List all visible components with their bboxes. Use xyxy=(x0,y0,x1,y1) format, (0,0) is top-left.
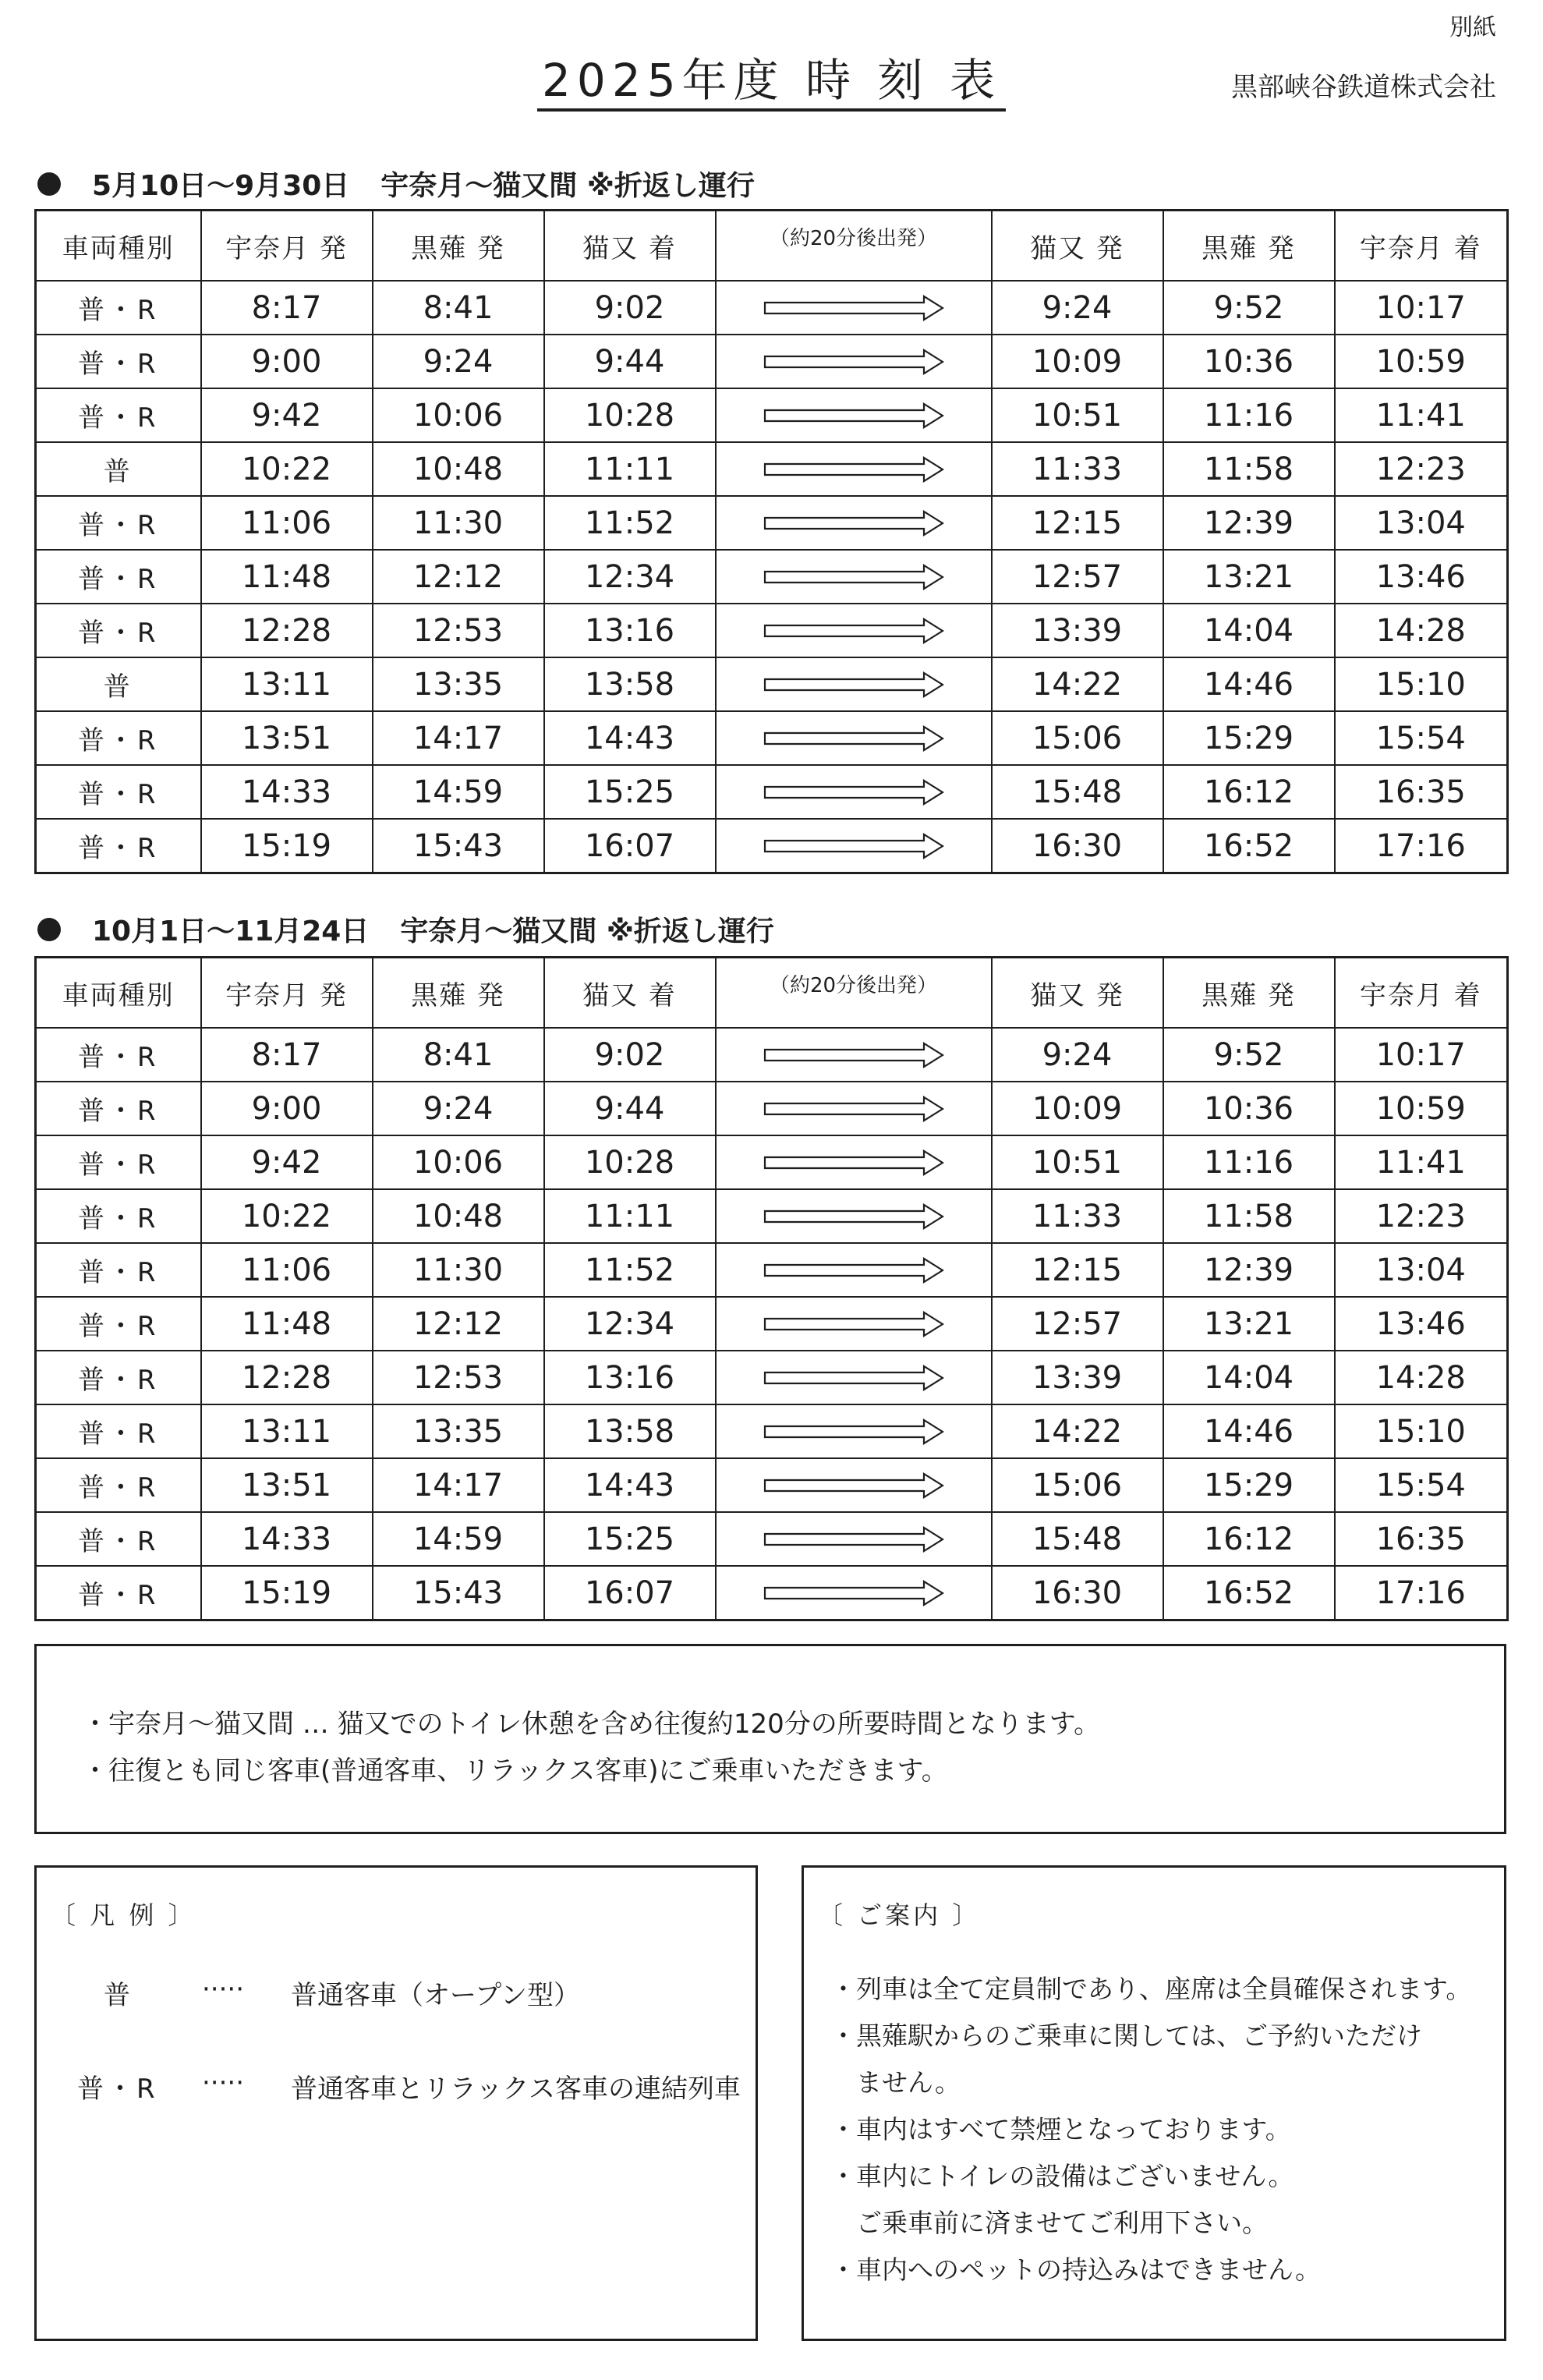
table-row xyxy=(36,604,1508,657)
arrow-cell xyxy=(716,1458,992,1512)
time-cell: 14:43 xyxy=(544,711,716,765)
outline-right-arrow-icon xyxy=(763,1203,944,1230)
time-cell: 9:24 xyxy=(992,281,1163,335)
time-cell: 10:59 xyxy=(1335,335,1508,388)
outline-right-arrow-icon xyxy=(763,1580,944,1606)
arrow-cell xyxy=(716,1351,992,1404)
vehicle-type-cell: 普・R xyxy=(36,550,201,604)
outline-right-arrow-icon xyxy=(763,510,944,537)
time-cell: 9:02 xyxy=(544,281,716,335)
time-cell: 13:35 xyxy=(373,657,544,711)
time-cell: 15:48 xyxy=(992,765,1163,819)
time-cell: 11:16 xyxy=(1163,388,1335,442)
time-cell: 14:28 xyxy=(1335,604,1508,657)
time-cell: 13:39 xyxy=(992,1351,1163,1404)
table-row xyxy=(36,496,1508,550)
table-row xyxy=(36,1082,1508,1135)
arrow-cell xyxy=(716,765,992,819)
time-cell: 15:43 xyxy=(373,819,544,873)
time-cell: 9:24 xyxy=(373,335,544,388)
vehicle-type-cell: 普・R xyxy=(36,1028,201,1082)
column-header: 黒薙 発 xyxy=(1163,958,1335,1029)
arrow-cell xyxy=(716,1243,992,1297)
time-cell: 12:28 xyxy=(201,1351,373,1404)
info-line: ・黒薙駅からのご乗車に関しては、ご予約いただけ xyxy=(830,2021,1422,2051)
column-header: 猫又 発 xyxy=(992,958,1163,1029)
time-cell: 13:11 xyxy=(201,1404,373,1458)
time-cell: 12:15 xyxy=(992,1243,1163,1297)
column-header: 黒薙 発 xyxy=(373,958,544,1029)
time-cell: 14:17 xyxy=(373,711,544,765)
time-cell: 15:54 xyxy=(1335,711,1508,765)
time-cell: 15:29 xyxy=(1163,1458,1335,1512)
info-line: ・車内へのペットの持込みはできません。 xyxy=(830,2254,1321,2285)
notes-box xyxy=(34,1644,1506,1834)
time-cell: 11:48 xyxy=(201,550,373,604)
time-cell: 9:24 xyxy=(992,1028,1163,1082)
time-cell: 11:33 xyxy=(992,1189,1163,1243)
vehicle-type-cell: 普 xyxy=(36,657,201,711)
time-cell: 14:46 xyxy=(1163,1404,1335,1458)
time-cell: 9:42 xyxy=(201,388,373,442)
vehicle-type-cell: 普・R xyxy=(36,388,201,442)
vehicle-type-cell: 普・R xyxy=(36,819,201,873)
outline-right-arrow-icon xyxy=(763,402,944,429)
time-cell: 17:16 xyxy=(1335,1566,1508,1620)
info-title: 〔 ご案内 〕 xyxy=(818,1900,981,1930)
header-row xyxy=(36,211,1508,282)
arrow-cell xyxy=(716,388,992,442)
time-cell: 13:16 xyxy=(544,1351,716,1404)
arrow-cell xyxy=(716,819,992,873)
note-line: ・宇奈月～猫又間 … 猫又でのトイレ休憩を含め往復約120分の所要時間となります。 xyxy=(82,1709,1101,1740)
section-route: 宇奈月～猫又間 ※折返し運行 xyxy=(400,916,774,947)
arrow-cell xyxy=(716,1135,992,1189)
outline-right-arrow-icon xyxy=(763,456,944,483)
time-cell: 11:16 xyxy=(1163,1135,1335,1189)
legend-box xyxy=(34,1865,758,2341)
section-period: 10月1日～11月24日 xyxy=(92,916,370,947)
time-cell: 14:46 xyxy=(1163,657,1335,711)
time-cell: 9:44 xyxy=(544,335,716,388)
black-circle-bullet-icon xyxy=(37,918,61,941)
time-cell: 10:51 xyxy=(992,1135,1163,1189)
page-title: 2025年度 時 刻 表 xyxy=(0,44,1543,109)
company-name: 黒部峡谷鉄道株式会社 xyxy=(1231,72,1496,103)
vehicle-type-cell: 普・R xyxy=(36,765,201,819)
time-cell: 11:58 xyxy=(1163,442,1335,496)
outline-right-arrow-icon xyxy=(763,1311,944,1337)
time-cell: 10:22 xyxy=(201,1189,373,1243)
time-cell: 14:59 xyxy=(373,1512,544,1566)
table-row xyxy=(36,388,1508,442)
column-header: 宇奈月 着 xyxy=(1335,211,1508,282)
time-cell: 8:17 xyxy=(201,281,373,335)
time-cell: 8:17 xyxy=(201,1028,373,1082)
time-cell: 11:30 xyxy=(373,1243,544,1297)
time-cell: 12:53 xyxy=(373,604,544,657)
column-header: 黒薙 発 xyxy=(1163,211,1335,282)
vehicle-type-cell: 普・R xyxy=(36,281,201,335)
time-cell: 13:39 xyxy=(992,604,1163,657)
arrow-cell xyxy=(716,604,992,657)
vehicle-type-cell: 普・R xyxy=(36,1566,201,1620)
time-cell: 15:06 xyxy=(992,1458,1163,1512)
time-cell: 12:34 xyxy=(544,1297,716,1351)
time-cell: 9:52 xyxy=(1163,1028,1335,1082)
time-cell: 15:25 xyxy=(544,765,716,819)
time-cell: 13:21 xyxy=(1163,1297,1335,1351)
time-cell: 14:33 xyxy=(201,765,373,819)
time-cell: 13:51 xyxy=(201,1458,373,1512)
time-cell: 15:10 xyxy=(1335,1404,1508,1458)
timetable-1 xyxy=(34,209,1509,874)
timetable-2 xyxy=(34,956,1509,1621)
time-cell: 10:28 xyxy=(544,1135,716,1189)
column-header: 宇奈月 発 xyxy=(201,958,373,1029)
table-row xyxy=(36,550,1508,604)
arrow-cell xyxy=(716,657,992,711)
vehicle-type-cell: 普・R xyxy=(36,1297,201,1351)
outline-right-arrow-icon xyxy=(763,295,944,321)
vehicle-type-cell: 普・R xyxy=(36,1082,201,1135)
column-header: （約20分後出発） xyxy=(716,958,992,1029)
time-cell: 12:39 xyxy=(1163,1243,1335,1297)
time-cell: 17:16 xyxy=(1335,819,1508,873)
time-cell: 10:17 xyxy=(1335,281,1508,335)
time-cell: 15:25 xyxy=(544,1512,716,1566)
time-cell: 14:17 xyxy=(373,1458,544,1512)
column-header: 黒薙 発 xyxy=(373,211,544,282)
time-cell: 11:58 xyxy=(1163,1189,1335,1243)
table-row xyxy=(36,1351,1508,1404)
time-cell: 16:12 xyxy=(1163,765,1335,819)
outline-right-arrow-icon xyxy=(763,725,944,752)
time-cell: 12:23 xyxy=(1335,442,1508,496)
table-row xyxy=(36,657,1508,711)
time-cell: 13:04 xyxy=(1335,496,1508,550)
arrow-cell xyxy=(716,711,992,765)
time-cell: 13:11 xyxy=(201,657,373,711)
vehicle-type-cell: 普・R xyxy=(36,1512,201,1566)
arrow-cell xyxy=(716,1404,992,1458)
section-1-heading xyxy=(37,164,755,204)
info-box xyxy=(802,1865,1506,2341)
time-cell: 14:04 xyxy=(1163,1351,1335,1404)
legend-title: 〔 凡 例 〕 xyxy=(51,1900,196,1930)
table-row xyxy=(36,1189,1508,1243)
info-line: ご乗車前に済ませてご利用下さい。 xyxy=(830,2208,1268,2238)
info-line: ・車内はすべて禁煙となっております。 xyxy=(830,2114,1291,2144)
section-period: 5月10日～9月30日 xyxy=(92,170,350,202)
outline-right-arrow-icon xyxy=(763,618,944,644)
outline-right-arrow-icon xyxy=(763,671,944,698)
time-cell: 12:12 xyxy=(373,1297,544,1351)
arrow-cell xyxy=(716,496,992,550)
time-cell: 16:52 xyxy=(1163,1566,1335,1620)
column-header: （約20分後出発） xyxy=(716,211,992,282)
legend-description: 普通客車（オープン型） xyxy=(291,1980,580,2011)
time-cell: 15:06 xyxy=(992,711,1163,765)
vehicle-type-cell: 普・R xyxy=(36,1404,201,1458)
arrow-cell xyxy=(716,442,992,496)
outline-right-arrow-icon xyxy=(763,1149,944,1176)
vehicle-type-cell: 普 xyxy=(36,442,201,496)
time-cell: 9:24 xyxy=(373,1082,544,1135)
time-cell: 15:10 xyxy=(1335,657,1508,711)
time-cell: 10:51 xyxy=(992,388,1163,442)
time-cell: 13:04 xyxy=(1335,1243,1508,1297)
time-cell: 16:12 xyxy=(1163,1512,1335,1566)
time-cell: 9:44 xyxy=(544,1082,716,1135)
table-row xyxy=(36,1028,1508,1082)
time-cell: 15:54 xyxy=(1335,1458,1508,1512)
time-cell: 13:46 xyxy=(1335,1297,1508,1351)
column-header: 猫又 着 xyxy=(544,958,716,1029)
legend-symbol: 普・R xyxy=(77,2074,158,2105)
note-line: ・往復とも同じ客車(普通客車、リラックス客車)にご乗車いただきます。 xyxy=(82,1755,948,1787)
legend-dots: ····· xyxy=(202,2067,245,2098)
attachment-label: 別紙 xyxy=(1449,14,1496,41)
table-row xyxy=(36,1404,1508,1458)
time-cell: 10:28 xyxy=(544,388,716,442)
time-cell: 16:07 xyxy=(544,819,716,873)
outline-right-arrow-icon xyxy=(763,564,944,590)
vehicle-type-cell: 普・R xyxy=(36,1135,201,1189)
time-cell: 16:30 xyxy=(992,819,1163,873)
legend-symbol: 普 xyxy=(104,1980,130,2011)
table-row xyxy=(36,711,1508,765)
time-cell: 12:53 xyxy=(373,1351,544,1404)
time-cell: 10:17 xyxy=(1335,1028,1508,1082)
time-cell: 8:41 xyxy=(373,1028,544,1082)
time-cell: 9:00 xyxy=(201,335,373,388)
section-2-heading xyxy=(37,909,774,949)
time-cell: 10:06 xyxy=(373,388,544,442)
time-cell: 9:00 xyxy=(201,1082,373,1135)
column-header: 宇奈月 着 xyxy=(1335,958,1508,1029)
legend-description: 普通客車とリラックス客車の連結列車 xyxy=(291,2074,741,2105)
time-cell: 14:22 xyxy=(992,657,1163,711)
time-cell: 9:02 xyxy=(544,1028,716,1082)
time-cell: 16:52 xyxy=(1163,819,1335,873)
time-cell: 11:33 xyxy=(992,442,1163,496)
time-cell: 11:52 xyxy=(544,1243,716,1297)
outline-right-arrow-icon xyxy=(763,1096,944,1122)
vehicle-type-cell: 普・R xyxy=(36,335,201,388)
time-cell: 10:48 xyxy=(373,442,544,496)
time-cell: 14:59 xyxy=(373,765,544,819)
table-row xyxy=(36,765,1508,819)
time-cell: 11:41 xyxy=(1335,388,1508,442)
table-row xyxy=(36,1566,1508,1620)
info-line: ません。 xyxy=(830,2067,961,2098)
table-row xyxy=(36,1243,1508,1297)
time-cell: 14:04 xyxy=(1163,604,1335,657)
column-header: 車両種別 xyxy=(36,211,201,282)
vehicle-type-cell: 普・R xyxy=(36,1189,201,1243)
time-cell: 13:16 xyxy=(544,604,716,657)
time-cell: 12:57 xyxy=(992,1297,1163,1351)
outline-right-arrow-icon xyxy=(763,833,944,859)
time-cell: 10:06 xyxy=(373,1135,544,1189)
time-cell: 16:35 xyxy=(1335,765,1508,819)
time-cell: 13:58 xyxy=(544,1404,716,1458)
time-cell: 13:58 xyxy=(544,657,716,711)
time-cell: 12:15 xyxy=(992,496,1163,550)
arrow-cell xyxy=(716,550,992,604)
time-cell: 15:19 xyxy=(201,1566,373,1620)
legend-dots: ····· xyxy=(202,1974,245,2005)
vehicle-type-cell: 普・R xyxy=(36,1458,201,1512)
time-cell: 11:30 xyxy=(373,496,544,550)
info-line: ・車内にトイレの設備はございません。 xyxy=(830,2161,1294,2191)
vehicle-type-cell: 普・R xyxy=(36,1243,201,1297)
time-cell: 12:57 xyxy=(992,550,1163,604)
time-cell: 12:39 xyxy=(1163,496,1335,550)
column-header: 猫又 発 xyxy=(992,211,1163,282)
time-cell: 10:59 xyxy=(1335,1082,1508,1135)
time-cell: 11:41 xyxy=(1335,1135,1508,1189)
column-header: 宇奈月 発 xyxy=(201,211,373,282)
time-cell: 11:11 xyxy=(544,442,716,496)
outline-right-arrow-icon xyxy=(763,1418,944,1445)
time-cell: 14:22 xyxy=(992,1404,1163,1458)
arrow-cell xyxy=(716,335,992,388)
column-header: 車両種別 xyxy=(36,958,201,1029)
black-circle-bullet-icon xyxy=(37,172,61,196)
time-cell: 10:09 xyxy=(992,335,1163,388)
outline-right-arrow-icon xyxy=(763,349,944,375)
table-row xyxy=(36,1135,1508,1189)
time-cell: 13:51 xyxy=(201,711,373,765)
time-cell: 13:21 xyxy=(1163,550,1335,604)
vehicle-type-cell: 普・R xyxy=(36,496,201,550)
time-cell: 10:09 xyxy=(992,1082,1163,1135)
table-row xyxy=(36,1297,1508,1351)
time-cell: 12:28 xyxy=(201,604,373,657)
outline-right-arrow-icon xyxy=(763,1365,944,1391)
table-row xyxy=(36,819,1508,873)
table-row xyxy=(36,335,1508,388)
vehicle-type-cell: 普・R xyxy=(36,711,201,765)
time-cell: 16:07 xyxy=(544,1566,716,1620)
time-cell: 10:22 xyxy=(201,442,373,496)
arrow-cell xyxy=(716,281,992,335)
time-cell: 10:36 xyxy=(1163,1082,1335,1135)
arrow-cell xyxy=(716,1189,992,1243)
time-cell: 16:30 xyxy=(992,1566,1163,1620)
header-row xyxy=(36,958,1508,1029)
time-cell: 13:35 xyxy=(373,1404,544,1458)
table-row xyxy=(36,1458,1508,1512)
outline-right-arrow-icon xyxy=(763,1257,944,1284)
arrow-cell xyxy=(716,1566,992,1620)
column-header: 猫又 着 xyxy=(544,211,716,282)
section-route: 宇奈月～猫又間 ※折返し運行 xyxy=(380,170,755,202)
arrow-cell xyxy=(716,1028,992,1082)
time-cell: 11:06 xyxy=(201,496,373,550)
outline-right-arrow-icon xyxy=(763,779,944,806)
time-cell: 11:52 xyxy=(544,496,716,550)
time-cell: 10:48 xyxy=(373,1189,544,1243)
time-cell: 14:28 xyxy=(1335,1351,1508,1404)
arrow-cell xyxy=(716,1297,992,1351)
table-row xyxy=(36,442,1508,496)
time-cell: 12:34 xyxy=(544,550,716,604)
outline-right-arrow-icon xyxy=(763,1042,944,1068)
time-cell: 14:43 xyxy=(544,1458,716,1512)
table-row xyxy=(36,1512,1508,1566)
outline-right-arrow-icon xyxy=(763,1472,944,1499)
time-cell: 11:48 xyxy=(201,1297,373,1351)
table-row xyxy=(36,281,1508,335)
time-cell: 8:41 xyxy=(373,281,544,335)
time-cell: 12:12 xyxy=(373,550,544,604)
time-cell: 13:46 xyxy=(1335,550,1508,604)
vehicle-type-cell: 普・R xyxy=(36,1351,201,1404)
time-cell: 14:33 xyxy=(201,1512,373,1566)
time-cell: 9:42 xyxy=(201,1135,373,1189)
time-cell: 15:29 xyxy=(1163,711,1335,765)
arrow-cell xyxy=(716,1082,992,1135)
time-cell: 9:52 xyxy=(1163,281,1335,335)
time-cell: 11:06 xyxy=(201,1243,373,1297)
time-cell: 10:36 xyxy=(1163,335,1335,388)
time-cell: 15:43 xyxy=(373,1566,544,1620)
time-cell: 16:35 xyxy=(1335,1512,1508,1566)
time-cell: 11:11 xyxy=(544,1189,716,1243)
outline-right-arrow-icon xyxy=(763,1526,944,1553)
info-line: ・列車は全て定員制であり、座席は全員確保されます。 xyxy=(830,1974,1472,2004)
time-cell: 15:19 xyxy=(201,819,373,873)
time-cell: 12:23 xyxy=(1335,1189,1508,1243)
vehicle-type-cell: 普・R xyxy=(36,604,201,657)
arrow-cell xyxy=(716,1512,992,1566)
time-cell: 15:48 xyxy=(992,1512,1163,1566)
